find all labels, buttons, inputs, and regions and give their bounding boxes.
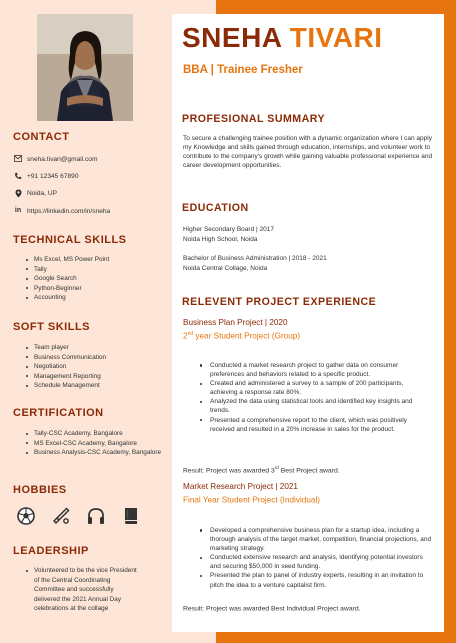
list-item: Tally-CSC Academy, Bangalore xyxy=(20,429,162,439)
headphones-icon xyxy=(86,506,106,526)
leadership-heading: LEADERSHIP xyxy=(13,545,89,557)
project-subtitle: Final Year Student Project (Individual) xyxy=(183,495,320,505)
football-icon xyxy=(16,506,36,526)
hobbies-icons xyxy=(16,506,141,526)
education-degree: Bachelor of Business Administration | 2018 - 2021 xyxy=(183,255,327,262)
book-icon xyxy=(121,506,141,526)
list-item: Conducted extensive research and analysis, identifying potential investors and securing $50,000 in seed funding. xyxy=(196,553,432,571)
list-item: Presented a comprehensive report to the client, which was positively received and resulted in a 20% increase in sales for the product. xyxy=(196,416,432,434)
contact-linkedin[interactable] xyxy=(14,207,110,215)
contact-email[interactable] xyxy=(14,155,97,163)
project-title: Business Plan Project | 2020 xyxy=(183,318,288,327)
list-item: Volunteered to be the vice President of the Central Coordinating Committee and successfully delivered the 2021 Annual Day celebrations at the collage xyxy=(20,566,138,614)
contact-phone-text: +91 12345 67890 xyxy=(27,172,79,180)
list-item: Business Communication xyxy=(20,353,106,363)
leadership-list xyxy=(20,566,138,614)
cricket-icon xyxy=(51,506,71,526)
list-item: MS Excel-CSC Academy, Bangalore xyxy=(20,439,162,449)
project-title: Market Research Project | 2021 xyxy=(183,482,298,491)
linkedin-icon: in xyxy=(14,207,22,214)
education-degree: Higher Secondary Board | 2017 xyxy=(183,226,274,233)
list-item: Analyzed the data using statistical tools and identified key insights and trends. xyxy=(196,397,432,415)
phone-icon xyxy=(14,172,22,180)
location-icon xyxy=(14,189,22,197)
project-result: Result: Project was awarded Best Individual Project award. xyxy=(183,605,361,613)
first-name: SNEHA xyxy=(182,22,282,53)
list-item: Ms Excel, MS Power Point xyxy=(20,255,109,265)
contact-linkedin-text: https://linkedin.com/in/sneha xyxy=(27,207,111,215)
email-icon xyxy=(14,155,22,163)
contact-heading: CONTACT xyxy=(13,131,70,143)
project-result: Result: Project was awarded 3rd Best Project award. xyxy=(183,465,340,475)
list-item: Conducted a market research project to gather data on consumer preferences and behaviors related to a specific product. xyxy=(196,361,432,379)
education-school: Noida Central Collage, Noida xyxy=(183,264,268,272)
list-item: Tally xyxy=(20,265,109,275)
contact-email-text: sneha.tivari@gmail.com xyxy=(27,155,98,163)
contact-location xyxy=(14,189,57,197)
list-item: Accounting xyxy=(20,293,109,303)
project-subtitle: 2nd year Student Project (Group) xyxy=(183,331,301,341)
list-item: Presented the plan to panel of industry experts, resulting in an invitation to pitch the idea to a venture capitalist firm. xyxy=(196,571,432,589)
certification-heading: CERTIFICATION xyxy=(13,407,104,419)
education-school: Noida High School, Noida xyxy=(183,235,258,243)
list-item: Google Search xyxy=(20,274,109,284)
list-item: Team player xyxy=(20,343,106,353)
list-item: Created and administered a survey to a sample of 200 participants, achieving a response rate 80%. xyxy=(196,379,432,397)
list-item: Developed a comprehensive business plan for a startup idea, including a thorough analysis of the target market, competition, financial projections, and marketing strategy. xyxy=(196,526,432,553)
job-title: BBA | Trainee Fresher xyxy=(183,64,303,76)
summary-text: To secure a challenging trainee position with a dynamic organization where I can apply my Knowledge and skills gained through education, internships, and volunteer work to contribute to the company's growth while gaining valuable professional experience and career development opportunities. xyxy=(183,135,433,169)
candidate-name xyxy=(182,22,382,54)
education-heading: EDUCATION xyxy=(182,202,249,214)
summary-heading: PROFESIONAL SUMMARY xyxy=(182,113,326,125)
list-item: Business Analysis-CSC Academy, Bangalore xyxy=(20,448,162,458)
list-item: Schedule Management xyxy=(20,381,106,391)
hobbies-heading: HOBBIES xyxy=(13,484,67,496)
certification-list xyxy=(20,429,162,458)
technical-skills-heading: TECHNICAL SKILLS xyxy=(13,234,127,246)
project-bullets xyxy=(196,526,432,590)
technical-skills-list xyxy=(20,255,109,303)
contact-phone[interactable] xyxy=(14,172,79,180)
education-entry xyxy=(183,254,327,273)
list-item: Management Reporting xyxy=(20,372,106,382)
soft-skills-heading: SOFT SKILLS xyxy=(13,321,90,333)
last-name: TIVARI xyxy=(289,22,383,53)
soft-skills-list xyxy=(20,343,106,391)
project-bullets xyxy=(196,361,432,434)
projects-heading: RELEVENT PROJECT EXPERIENCE xyxy=(182,296,377,308)
profile-photo xyxy=(37,14,133,121)
list-item: Python-Beginner xyxy=(20,284,109,294)
education-entry xyxy=(183,225,274,244)
list-item: Negotiation xyxy=(20,362,106,372)
contact-location-text: Noida, UP xyxy=(27,189,58,197)
